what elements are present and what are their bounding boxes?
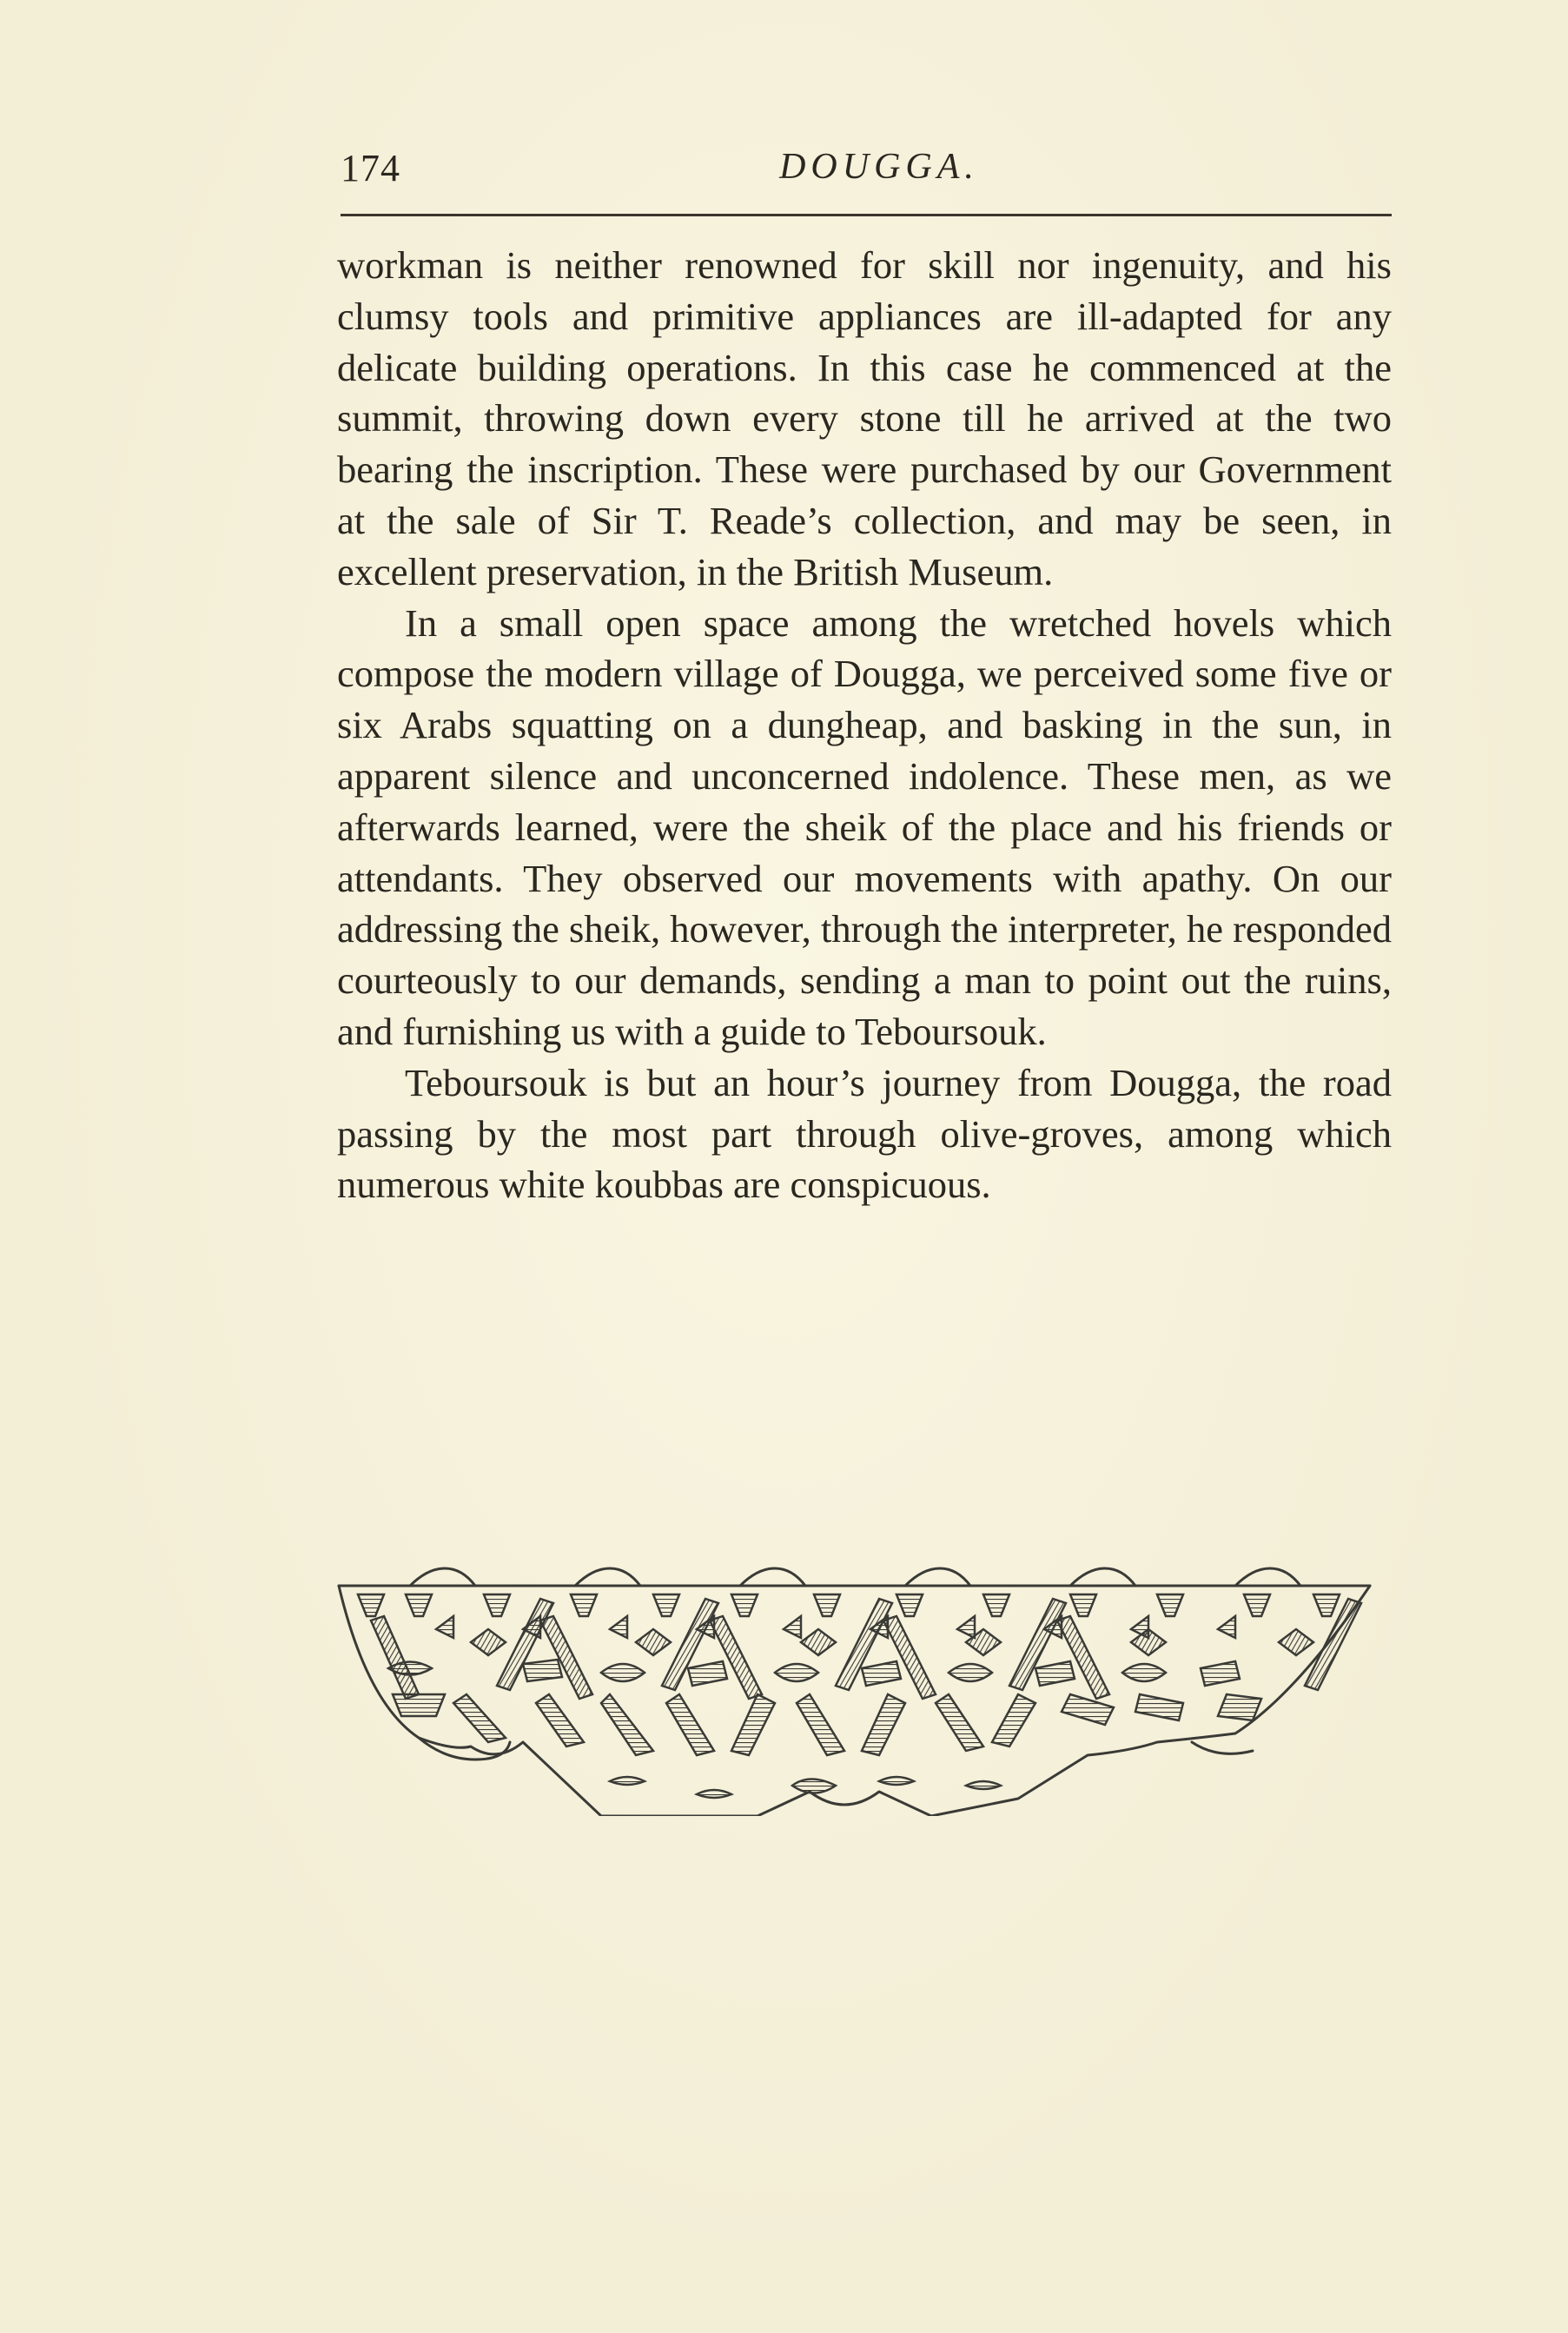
paragraph-1: workman is neither renowned for skill nor ingenuity, and his clumsy tools and primitive appliances are ill-adapted for any delicate building operations. In this case he commenced at the summit, throwing down every stone till he arrived at the two bearing the inscription. These were purchased by our Government at the sale of Sir T. Reade’s collection, and may be seen, in excellent preservation, in the British Museum. xyxy=(337,243,1392,593)
page-number: 174 xyxy=(341,147,400,189)
running-head xyxy=(341,146,1392,198)
header-rule xyxy=(341,214,1392,216)
paragraph-3: Teboursouk is but an hour’s journey from Dougga, the road passing by the most part through olive-groves, among which numerous white koubbas are conspicuous. xyxy=(337,1060,1392,1207)
tailpiece-ornament-icon xyxy=(323,1564,1376,1816)
body-text xyxy=(337,240,1392,1210)
running-title: DOUGGA. xyxy=(779,147,979,187)
paragraph-2: In a small open space among the wretched hovels which compose the modern village of Dougga, we perceived some five or six Arabs squatting on a dungheap, and basking in the sun, in apparent silence and unconcerned indolence. These men, as we afterwards learned, were the sheik of the place and his friends or attendants. They observed our movements with apathy. On our addressing the sheik, however, through the interpreter, he responded courteously to our demands, sending a man to point out the ruins, and furnishing us with a guide to Teboursouk. xyxy=(337,600,1392,1053)
